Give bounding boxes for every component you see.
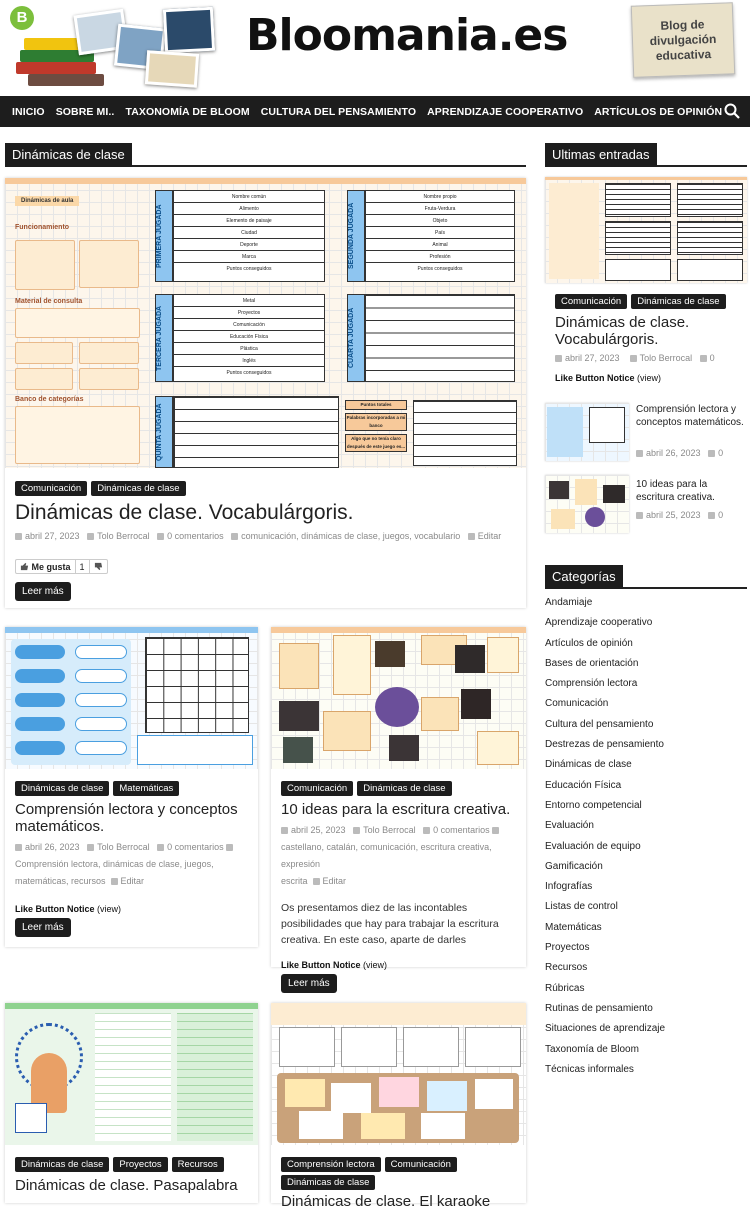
recent-featured-tags xyxy=(545,294,747,309)
tag-comunicacion[interactable]: Comunicación xyxy=(385,1157,457,1172)
category-link[interactable]: Evaluación xyxy=(545,820,594,832)
tag-recursos[interactable]: Recursos xyxy=(172,1157,224,1172)
featured-tags xyxy=(5,481,526,496)
category-link[interactable]: Dinámicas de clase xyxy=(545,759,632,771)
post-thumbnail[interactable] xyxy=(271,1003,526,1145)
category-link[interactable]: Taxonomía de Bloom xyxy=(545,1043,639,1055)
category-link[interactable]: Situaciones de aprendizaje xyxy=(545,1023,666,1035)
logo-letter: B xyxy=(10,6,34,30)
tag-icon xyxy=(231,533,238,540)
nav-item-sobre-mi[interactable]: SOBRE MI.. xyxy=(55,105,115,118)
category-link[interactable]: Listas de control xyxy=(545,901,618,913)
recent-post-item[interactable] xyxy=(545,475,747,537)
thumbs-down-icon xyxy=(94,562,103,571)
recent-posts-title: Ultimas entradas xyxy=(545,143,747,167)
tag-dinamicas[interactable]: Dinámicas de clase xyxy=(631,294,725,309)
nav-item-taxonomia[interactable]: TAXONOMÍA DE BLOOM xyxy=(125,105,250,118)
category-link[interactable]: Infografías xyxy=(545,881,593,893)
recent-post-item[interactable] xyxy=(545,403,747,465)
featured-post-title[interactable]: Dinámicas de clase. Vocabulárgoris. xyxy=(15,501,354,524)
recent-post-thumbnail[interactable] xyxy=(545,475,629,533)
like-button[interactable]: Me gusta xyxy=(16,560,76,573)
category-link[interactable]: Rúbricas xyxy=(545,982,585,994)
category-link[interactable]: Entorno competencial xyxy=(545,799,642,811)
post-card xyxy=(5,1003,258,1203)
nav-item-inicio[interactable]: INICIO xyxy=(12,105,45,118)
category-link[interactable]: Proyectos xyxy=(545,942,590,954)
category-link[interactable]: Matemáticas xyxy=(545,921,602,933)
post-title[interactable]: Dinámicas de clase. Pasapalabra xyxy=(15,1177,238,1194)
category-link[interactable]: Cultura del pensamiento xyxy=(545,718,654,730)
site-title[interactable]: Bloomania.es xyxy=(246,10,568,61)
tag-dinamicas[interactable]: Dinámicas de clase xyxy=(357,781,451,796)
recent-post-meta: abril 26, 2023 0 xyxy=(626,445,746,462)
like-count: 1 xyxy=(76,560,90,573)
recent-featured-meta: abril 27, 2023 Tolo Berrocal 0 xyxy=(545,350,747,367)
read-more-button[interactable]: Leer más xyxy=(15,582,71,601)
main-content xyxy=(5,143,526,1210)
category-link[interactable]: Bases de orientación xyxy=(545,657,639,669)
tag-dinamicas[interactable]: Dinámicas de clase xyxy=(91,481,185,496)
site-tagline-badge: Blog de divulgación educativa xyxy=(631,2,735,78)
post-tags xyxy=(5,1157,258,1172)
category-link[interactable]: Andamiaje xyxy=(545,597,593,608)
sidebar xyxy=(545,143,747,1080)
recent-post-title[interactable]: 10 ideas para la escritura creativa. xyxy=(636,479,715,503)
recent-post-title[interactable]: Comprensión lectora y conceptos matemáticos. xyxy=(636,404,744,428)
post-card xyxy=(5,627,258,947)
user-icon xyxy=(87,533,94,540)
dislike-button[interactable] xyxy=(90,560,107,573)
calendar-icon xyxy=(15,533,22,540)
category-link[interactable]: Recursos xyxy=(545,962,588,974)
post-meta: abril 25, 2023 Tolo Berrocal 0 comentarios castellano, catalán, comunicación, escritura creativa, expresión escrita Editar xyxy=(271,822,526,890)
recent-post-thumbnail[interactable] xyxy=(545,403,629,461)
comment-icon xyxy=(708,450,715,457)
edit-icon xyxy=(111,878,118,885)
read-more-button[interactable]: Leer más xyxy=(15,918,71,937)
edit-icon xyxy=(313,878,320,885)
section-title: Dinámicas de clase xyxy=(5,143,526,167)
post-thumbnail[interactable] xyxy=(271,627,526,769)
calendar-icon xyxy=(15,844,22,851)
nav-item-cultura[interactable]: CULTURA DEL PENSAMIENTO xyxy=(260,105,417,118)
post-tags xyxy=(5,781,258,796)
site-logo[interactable] xyxy=(6,4,216,92)
edit-icon xyxy=(468,533,475,540)
nav-item-articulos[interactable]: ARTÍCULOS DE OPINIÓN xyxy=(594,105,723,118)
post-card xyxy=(271,627,526,989)
comment-icon xyxy=(708,512,715,519)
recent-post-meta: abril 25, 2023 0 xyxy=(626,507,746,524)
category-link[interactable]: Rutinas de pensamiento xyxy=(545,1002,653,1014)
like-widget xyxy=(15,559,108,574)
comment-icon xyxy=(157,844,164,851)
user-icon xyxy=(630,355,637,362)
post-title[interactable]: Comprensión lectora y conceptos matemáticos. xyxy=(15,801,238,835)
post-meta: abril 26, 2023 Tolo Berrocal 0 comentarios Comprensión lectora, dinámicas de clase, juegos, matemáticas, recursos Editar xyxy=(5,839,258,890)
post-title[interactable]: 10 ideas para la escritura creativa. xyxy=(281,801,511,818)
categories-list xyxy=(545,593,747,1080)
calendar-icon xyxy=(636,450,643,457)
tag-matematicas[interactable]: Matemáticas xyxy=(113,781,179,796)
post-thumbnail[interactable] xyxy=(5,627,258,769)
calendar-icon xyxy=(555,355,562,362)
category-link[interactable]: Comprensión lectora xyxy=(545,678,638,690)
featured-post xyxy=(5,178,526,608)
tag-comunicacion[interactable]: Comunicación xyxy=(15,481,87,496)
category-link[interactable]: Evaluación de equipo xyxy=(545,840,641,852)
category-link[interactable]: Destrezas de pensamiento xyxy=(545,739,664,751)
tag-dinamicas[interactable]: Dinámicas de clase xyxy=(281,1175,375,1190)
post-tags xyxy=(271,1157,526,1190)
search-icon[interactable] xyxy=(724,103,740,119)
nav-item-aprendizaje[interactable]: APRENDIZAJE COOPERATIVO xyxy=(427,105,584,118)
category-link[interactable]: Técnicas informales xyxy=(545,1063,634,1075)
recent-featured-thumbnail[interactable] xyxy=(545,177,747,283)
like-button-notice: Like Button Notice (view) xyxy=(281,960,388,970)
tag-proyectos[interactable]: Proyectos xyxy=(113,1157,167,1172)
comment-icon xyxy=(423,827,430,834)
category-link[interactable]: Aprendizaje cooperativo xyxy=(545,617,653,629)
post-tags xyxy=(271,781,526,796)
post-thumbnail[interactable] xyxy=(5,1003,258,1145)
read-more-button[interactable]: Leer más xyxy=(281,974,337,993)
post-excerpt: Os presentamos diez de las incontables posibilidades que hay para trabajar la escritura creativa. En este caso, aparte de darles xyxy=(281,902,499,946)
tag-comprension[interactable]: Comprensión lectora xyxy=(281,1157,381,1172)
calendar-icon xyxy=(281,827,288,834)
tag-dinamicas[interactable]: Dinámicas de clase xyxy=(15,1157,109,1172)
main-navigation xyxy=(0,96,750,127)
category-link[interactable]: Artículos de opinión xyxy=(545,637,633,649)
post-card xyxy=(271,1003,526,1210)
like-button-notice: Like Button Notice (view) xyxy=(15,904,122,914)
recent-featured-title[interactable]: Dinámicas de clase. Vocabulárgoris. xyxy=(555,314,690,348)
category-link[interactable]: Educación Física xyxy=(545,779,622,791)
category-link[interactable]: Comunicación xyxy=(545,698,609,710)
tag-icon xyxy=(226,844,233,851)
tag-icon xyxy=(492,827,499,834)
comment-icon xyxy=(157,533,164,540)
tag-comunicacion[interactable]: Comunicación xyxy=(281,781,353,796)
post-title[interactable]: Dinámicas de clase. El karaoke xyxy=(281,1193,491,1210)
tag-dinamicas[interactable]: Dinámicas de clase xyxy=(15,781,109,796)
category-link[interactable]: Gamificación xyxy=(545,860,603,872)
comment-icon xyxy=(700,355,707,362)
tag-comunicacion[interactable]: Comunicación xyxy=(555,294,627,309)
thumbs-up-icon xyxy=(20,562,29,571)
like-button-notice: Like Button Notice (view) xyxy=(555,373,662,383)
user-icon xyxy=(353,827,360,834)
featured-thumbnail[interactable]: Dinámicas de aula Funcionamiento Material de consulta Banco de categorías PRIMERA JUGADA Nombre común Alimento Elemento de paisaje Ciudad Deporte Marca Puntos conseguidos SEGUNDA JUGADA Nombre propio Fruta-Verdura Objeto País Animal Profesión Puntos conseguidos TERCERA JUGADA Metal Proyectos Comunicación Educación Física Plástica Inglés Puntos conseguidos CUARTA JUGADA QUINTA JUGADA Puntos totales Palabras incorporadas a mi banco Algo que no tenía claro después de este juego es... xyxy=(5,178,526,468)
site-header xyxy=(0,0,750,96)
user-icon xyxy=(87,844,94,851)
categories-title: Categorías xyxy=(545,565,747,589)
calendar-icon xyxy=(636,512,643,519)
featured-meta: abril 27, 2023 Tolo Berrocal 0 comentarios comunicación, dinámicas de clase, juegos, vocabulario Editar xyxy=(5,528,526,545)
